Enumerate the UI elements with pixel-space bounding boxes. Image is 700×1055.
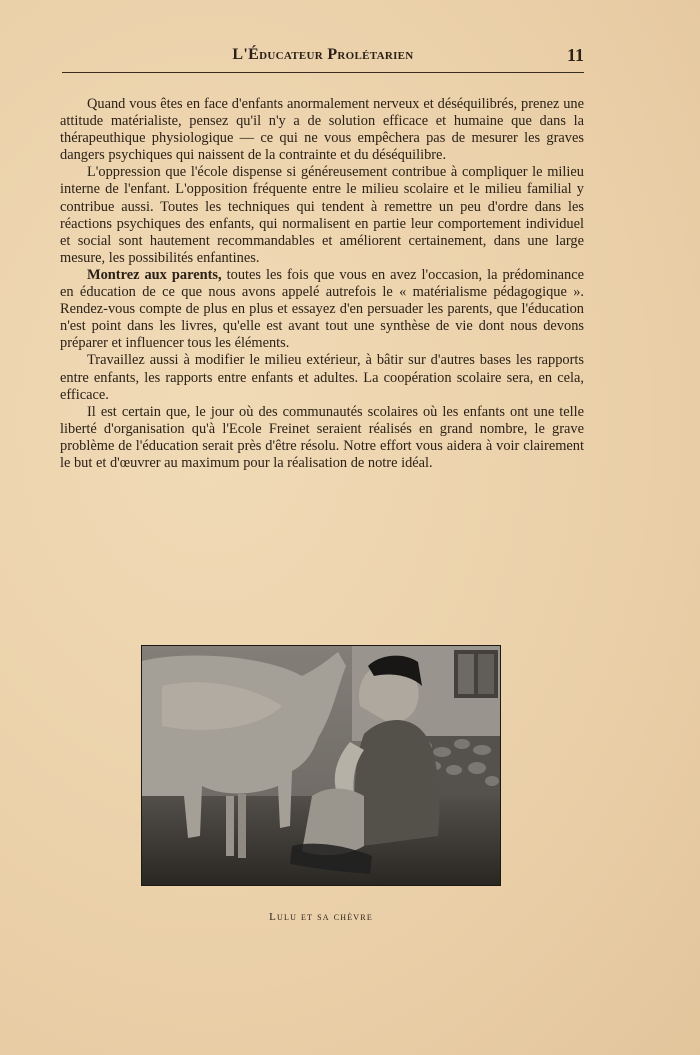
photograph	[142, 646, 500, 885]
article-body	[60, 96, 584, 472]
running-header	[62, 44, 584, 73]
photo-caption: Lulu et sa chèvre	[269, 911, 373, 923]
paragraph-lead: Montrez aux parents,	[87, 266, 222, 283]
paragraph-text: toutes les fois que vous en avez l'occasion, la prédominance en éducation de ce que nous avons appelé autrefois le « matérialisme pédagogique ». Rendez-vous compte de plus en plus et essayez d'en persuader les parents, que l'éducation n'est point dans les livres, qu'elle est avant tout une synthèse de vie dont nous devons préparer et influencer tous les éléments.	[60, 266, 584, 352]
paragraph: L'oppression que l'école dispense si généreusement contribue à compliquer le milieu interne de l'enfant. L'opposition fréquente entre le milieu scolaire et le milieu familial y contribue aussi. Toutes les techniques qui tendent à remettre un peu d'ordre dans les réactions psychiques des enfants, qui normalisent en partie leur comportement individuel et social sont hautement recommandables et améliorent certainement, dans une large mesure, les possibilités enfantines.	[60, 164, 584, 266]
journal-title: L'Éducateur Prolétarien	[232, 46, 414, 63]
paragraph	[60, 267, 584, 352]
paragraph: Travaillez aussi à modifier le milieu extérieur, à bâtir sur d'autres bases les rapports entre enfants, les rapports entre enfants et adultes. La coopération scolaire sera, en cela, efficace.	[60, 352, 584, 403]
paragraph: Il est certain que, le jour où des communautés scolaires où les enfants ont une telle liberté d'organisation qu'à l'Ecole Freinet seraient réalisés en grand nombre, le grave problème de l'éducation serait près d'être résolu. Notre effort vous aidera à voir clairement le but et d'œuvrer au maximum pour la réalisation de notre idéal.	[60, 403, 584, 471]
page-number: 11	[566, 45, 584, 65]
paragraph: Quand vous êtes en face d'enfants anormalement nerveux et déséquilibrés, prenez une attitude matérialiste, pensez qu'il n'y a de solution efficace et humaine que dans la thérapeuthique physiologique — ce qui ne vous empêchera pas de mesurer les graves dangers psychiques qui naissent de la contrainte et du déséquilibre.	[60, 96, 584, 164]
